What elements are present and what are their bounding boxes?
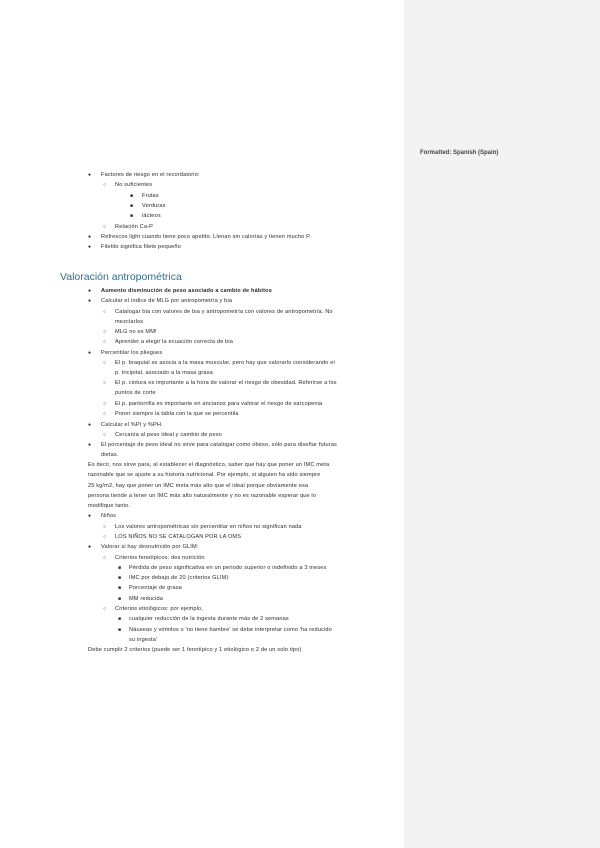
paragraph-line: modifique tanto. [88,503,131,509]
list-item: Calcular el índice de MLG por antropometría y bia [101,298,233,304]
paragraph-line: 25 kg/m2, hay que poner un IMC meta más alto que el ideal porque obviamente esa [88,483,309,489]
list-item-fruits: Frutas [142,193,159,199]
list-item: Aumento disminución de peso asociado a cambio de hábitos [101,288,272,294]
list-item: El p. cintura es importante a la hora de valorar el riesgo de obesidad. Referirse a los [115,380,337,386]
bullet-circle-icon: ○ [103,524,107,530]
bullet-square-icon: ■ [118,565,122,571]
list-item: Aprender a elegir la ecuación correcta de bia [115,339,234,345]
list-item: Los valores antropométricas sin percentilar en niños no significan nada [115,524,302,530]
list-item-continuation: puntos de corte [115,390,156,396]
list-item: Criterios fenotípicos: des nutrición [115,555,205,561]
section-heading: Valoración antropométrica [60,271,182,283]
paragraph-line: Debe cumplir 2 criterios (puede ser 1 fenotípico y 1 etiológico o 2 de un solo tipo) [88,647,302,653]
bullet-disc-icon: ● [88,422,92,428]
bullet-circle-icon: ○ [103,401,107,407]
bullet-circle-icon: ○ [103,360,107,366]
list-item-continuation: dietas. [101,452,119,458]
list-item: MLG no es MM! [115,329,157,335]
list-item-continuation: mezclarlos [115,319,144,325]
list-item: Calcular el %PI y %PH. [101,422,163,428]
bullet-circle-icon: ○ [103,329,107,335]
list-item-ca-p: Relación Ca-P [115,224,154,230]
list-item: Pérdida de peso significativa en un periodo superior o indefinido a 3 meses [129,565,327,571]
bullet-square-icon: ■ [130,203,134,209]
paragraph-line: razonable que se ajuste a su historia nutricional. Por ejemplo, si alguien ha sido siempre [88,472,321,478]
list-item: IMC por debajo de 20 (criterios GLIM) [129,575,229,581]
list-item: Catalogar bia con valores de bia y antropometría con valores de antropometría. No [115,309,333,315]
list-item: Náuseas y vómitos o 'no tiene hambre' se debe interpretar como 'ha reducido [129,627,332,633]
bullet-circle-icon: ○ [103,534,107,540]
bullet-square-icon: ■ [130,193,134,199]
bullet-circle-icon: ○ [103,182,107,188]
list-item: LOS NIÑOS NO SE CATALOGAN POR LA OMS [115,534,242,540]
bullet-disc-icon: ● [88,298,92,304]
bullet-disc-icon: ● [88,172,92,178]
list-item-soft-drinks: Refrescos light cuando tiene poco apetito. Llenan sin calorías y tienen mucho P. [101,234,311,240]
list-item: Cercanía al peso ideal y cambio de peso [115,432,222,438]
list-item: Valorar si hay desnutrición por GLIM: [101,544,199,550]
paragraph-line: persona tiende a tener un IMC más alto naturalmente y no es razonable esperar que lo [88,493,317,499]
list-item: Percentilar los pliegues [101,350,163,356]
bullet-square-icon: ■ [118,616,122,622]
list-item: El p. braquial se asocia a la masa muscular, pero hay que valorarlo considerando el [115,360,335,366]
bullet-disc-icon: ● [88,350,92,356]
list-item-continuation: p. tricipital, asociado a la masa grasa [115,370,213,376]
bullet-circle-icon: ○ [103,432,107,438]
bullet-circle-icon: ○ [103,411,107,417]
list-item: MM reducida [129,596,163,602]
bullet-square-icon: ■ [118,585,122,591]
bullet-circle-icon: ○ [103,555,107,561]
bullet-square-icon: ■ [118,627,122,633]
comments-pane [404,0,600,848]
list-item-continuation: su ingesta' [129,637,158,643]
bullet-disc-icon: ● [88,288,92,294]
comment-format-note: Formatted: Spanish (Spain) [420,150,499,156]
list-item: Poner siempre la tabla con la que se percentila [115,411,239,417]
bullet-circle-icon: ○ [103,309,107,315]
bullet-disc-icon: ● [88,513,92,519]
bullet-circle-icon: ○ [103,380,107,386]
list-item: Criterios etiológicos: por ejemplo, [115,606,203,612]
bullet-circle-icon: ○ [103,339,107,345]
list-item-not-enough: No suficientes [115,182,153,188]
list-item: cualquier reducción de la ingesta durante más de 2 semanas [129,616,289,622]
bullet-disc-icon: ● [88,544,92,550]
bullet-square-icon: ■ [118,575,122,581]
bullet-disc-icon: ● [88,442,92,448]
list-item: Porcentaje de grasa [129,585,182,591]
list-item: El porcentaje de peso ideal no sirve para catalogar como obeso, sólo para diseñar futuras [101,442,337,448]
list-item-filet: Filetito significa filete pequeño [101,244,181,250]
list-item: El p. pantorrilla es importante en ancianos para valorar el riesgo de sarcopenia [115,401,323,407]
bullet-circle-icon: ○ [103,606,107,612]
bullet-square-icon: ■ [118,596,122,602]
bullet-disc-icon: ● [88,244,92,250]
list-item: Niños [101,513,117,519]
list-item-dairy: lácteos [142,213,161,219]
bullet-square-icon: ■ [130,213,134,219]
list-item-vegetables: Verduras [142,203,166,209]
list-item-risk-factors: Factores de riesgo en el recordatorio: [101,172,200,178]
paragraph-line: Es decir, nos sirve para, al establecer el diagnóstico, saber que hay que poner un IMC meta [88,462,330,468]
bullet-disc-icon: ● [88,234,92,240]
bullet-circle-icon: ○ [103,224,107,230]
